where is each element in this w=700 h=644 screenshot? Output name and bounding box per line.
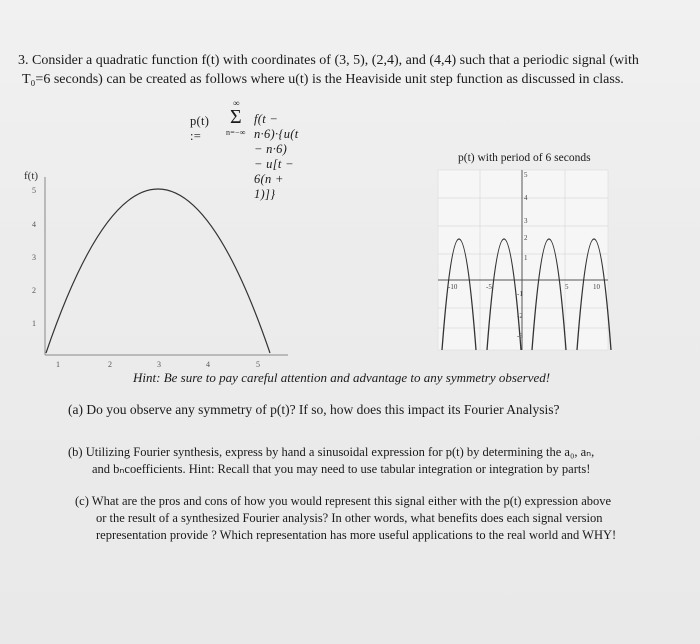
right-xtick-5: 5 (565, 283, 569, 291)
part-a: (a) Do you observe any symmetry of p(t)? If so, how does this impact its Fourier Analysis? (68, 402, 560, 417)
right-xtick-10: 10 (593, 283, 600, 291)
right-xtick-neg10: -10 (448, 283, 458, 291)
right-plot (430, 168, 615, 353)
right-xtick-neg5: -5 (486, 283, 492, 291)
left-ytick-2: 2 (32, 286, 36, 295)
left-plot (18, 165, 303, 375)
left-ytick-4: 4 (32, 220, 36, 229)
right-ytick-2: 2 (524, 234, 528, 242)
hint-text: Hint: Be sure to pay careful attention and advantage to any symmetry observed! (133, 370, 551, 385)
left-xtick-3: 3 (157, 360, 161, 369)
right-ytick-4: 4 (524, 194, 528, 202)
right-ytick-neg2: -2 (517, 312, 523, 320)
right-plot-title: p(t) with period of 6 seconds (458, 152, 591, 164)
part-b-line-1: (b) Utilizing Fourier synthesis, express by hand a sinusoidal expression for p(t) by determining the a₀, aₙ, (68, 445, 595, 459)
left-ytick-3: 3 (32, 253, 36, 262)
part-c-line-1: (c) What are the pros and cons of how you would represent this signal either with the p(t) expression above (75, 494, 612, 508)
formula-lhs: p(t) := (190, 114, 210, 143)
right-plot-frame (438, 170, 608, 350)
formula-rhs: f(t − n·6)·{u(t − n·6) − u[t − 6(n + 1)]} (254, 112, 299, 201)
formula-lower-limit: n=−∞ (226, 128, 246, 137)
left-plot-curve (46, 189, 270, 353)
right-ytick-neg3: -3 (517, 332, 523, 340)
left-ytick-1: 1 (32, 319, 36, 328)
left-xtick-2: 2 (108, 360, 112, 369)
formula-sigma: Σ (230, 106, 242, 128)
left-plot-ylabel: f(t) (24, 170, 39, 182)
right-ytick-neg1: -1 (517, 290, 523, 298)
right-ytick-3: 3 (524, 217, 528, 225)
formula-upper-limit: ∞ (233, 98, 240, 108)
question-line-2: T₀=6 seconds) can be created as follows where u(t) is the Heaviside unit step function as discussed in class. (22, 72, 624, 87)
left-xtick-5: 5 (256, 360, 260, 369)
left-xtick-4: 4 (206, 360, 210, 369)
left-ytick-5: 5 (32, 186, 36, 195)
part-c-line-3: representation provide ? Which representation has more useful applications to the real world and WHY! (96, 528, 617, 542)
part-c-line-2: or the result of a synthesized Fourier analysis? In other words, what benefits does each signal version (96, 511, 603, 525)
right-ytick-1: 1 (524, 254, 528, 262)
part-b-line-2: and bₙcoefficients. Hint: Recall that you may need to use tabular integration or integration by parts! (92, 462, 591, 476)
left-xtick-1: 1 (56, 360, 60, 369)
question-line-1: 3. Consider a quadratic function f(t) with coordinates of (3, 5), (2,4), and (4,4) such that a periodic signal (with (18, 53, 639, 68)
right-ytick-5: 5 (524, 171, 528, 179)
